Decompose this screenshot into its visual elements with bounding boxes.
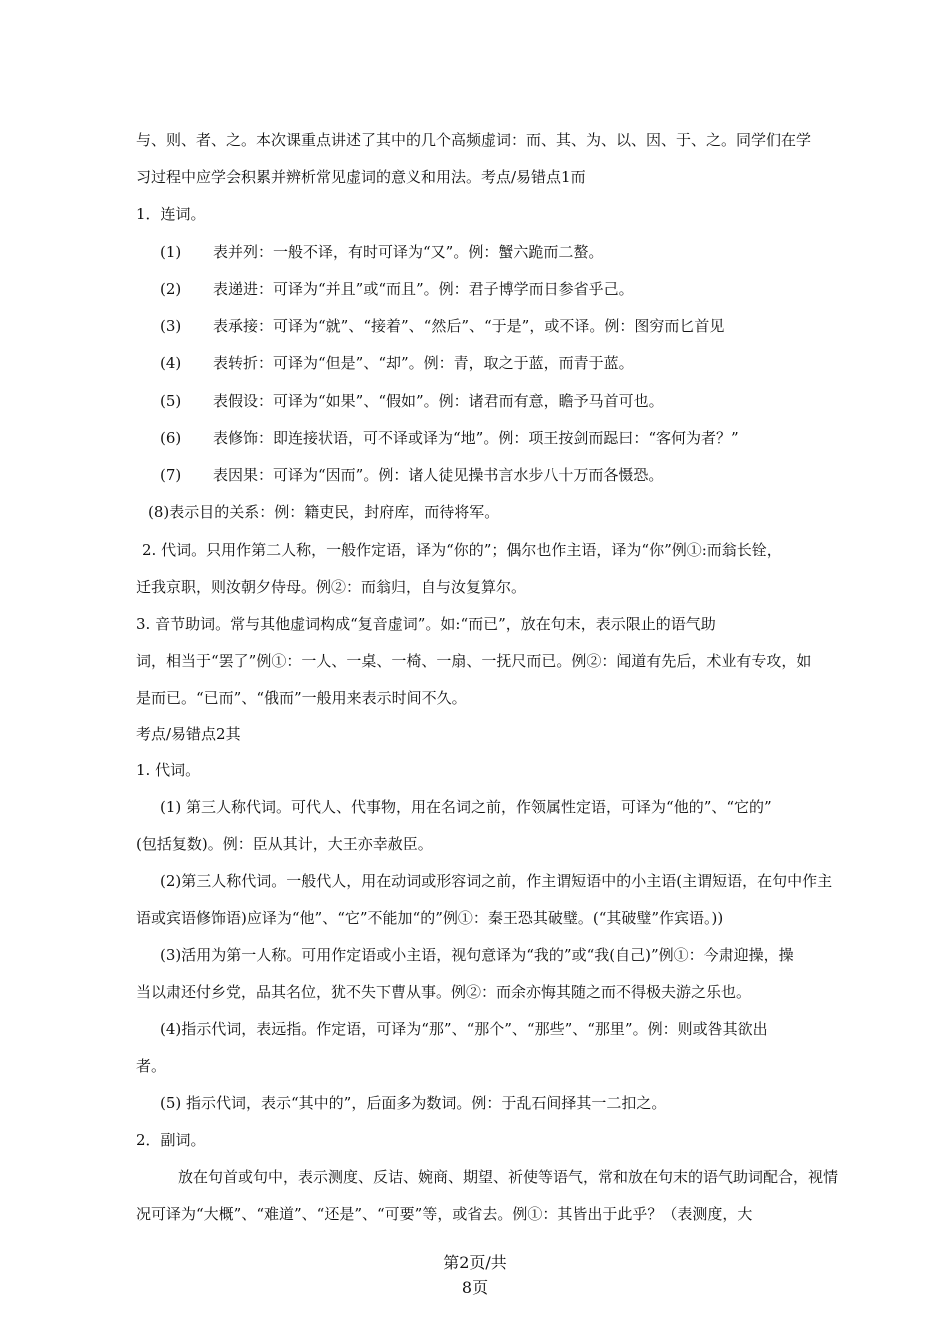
list-item: (3)活用为第一人称。可用作定语或小主语，视句意译为“我的”或“我(自己)”例①：今肃迎操，操 xyxy=(160,946,794,964)
text-line: 与、则、者、之。本次课重点讲述了其中的几个高频虚词：而、其、为、以、因、于、之。同学们在学 xyxy=(136,131,812,149)
list-number: (2) xyxy=(160,280,182,298)
text-line: 况可译为“大概”、“难道”、“还是”、“可要”等，或省去。例①：其皆出于此乎？（表测度，大 xyxy=(136,1205,753,1223)
text-line: 词，相当于“罢了”例①：一人、一桌、一椅、一扇、一抚尺而已。例②：闻道有先后，术业有专攻，如 xyxy=(136,652,812,670)
list-item: (4)指示代词，表远指。作定语，可译为“那”、“那个”、“那些”、“那里”。例：则或咎其欲出 xyxy=(160,1020,768,1038)
list-item: 表转折：可译为“但是”、“却”。例：青，取之于蓝，而青于蓝。 xyxy=(213,354,634,372)
text-line: 习过程中应学会积累并辨析常见虚词的意义和用法。考点/易错点1而 xyxy=(136,168,586,186)
list-item: (8)表示目的关系：例：籍吏民，封府库，而待将军。 xyxy=(148,503,500,521)
list-number: (4) xyxy=(160,354,182,372)
list-item: (1) 第三人称代词。可代人、代事物，用在名词之前，作领属性定语，可译为“他的”、“它的” xyxy=(160,798,772,816)
list-number: (5) xyxy=(160,392,182,410)
list-item: (2)第三人称代词。一般代人，用在动词或形容词之前，作主谓短语中的小主语(主谓短语，在句中作主 xyxy=(160,872,833,890)
section-heading: 2．副词。 xyxy=(136,1131,206,1149)
list-item: 表假设：可译为“如果”、“假如”。例：诸君而有意，瞻予马首可也。 xyxy=(213,392,664,410)
section-heading: 考点/易错点2其 xyxy=(136,725,241,743)
list-item: 表承接：可译为“就”、“接着”、“然后”、“于是”，或不译。例：图穷而匕首见 xyxy=(213,317,725,335)
text-line: 3. 音节助词。常与其他虚词构成“复音虚词”。如:“而已”，放在句末，表示限止的语气助 xyxy=(136,615,716,633)
page-number-line2: 8页 xyxy=(461,1278,489,1297)
list-number: (6) xyxy=(160,429,182,447)
text-line: 放在句首或句中，表示测度、反诘、婉商、期望、祈使等语气，常和放在句末的语气助词配合，视情 xyxy=(178,1168,839,1186)
text-line: 2. 代词。只用作第二人称，一般作定语，译为“你的”；偶尔也作主语，译为“你”例①:而翁长铨， xyxy=(142,541,782,559)
text-line: (包括复数)。例：臣从其计，大王亦幸赦臣。 xyxy=(136,835,433,853)
text-line: 当以肃还付乡党，品其名位，犹不失下曹从事。例②：而余亦悔其随之而不得极夫游之乐也。 xyxy=(136,983,752,1001)
list-number: (1) xyxy=(160,243,182,261)
section-heading: 1. 代词。 xyxy=(136,761,201,779)
list-item: 表递进：可译为“并且”或“而且”。例：君子博学而日参省乎己。 xyxy=(213,280,634,298)
list-number: (3) xyxy=(160,317,182,335)
list-number: (7) xyxy=(160,466,182,484)
list-item: 表修饰：即连接状语，可不译或译为“地”。例：项王按剑而跽曰：“客何为者？” xyxy=(213,429,739,447)
list-item: (5) 指示代词，表示“其中的”，后面多为数词。例：于乱石间择其一二扣之。 xyxy=(160,1094,667,1112)
text-line: 是而已。“已而”、“俄而”一般用来表示时间不久。 xyxy=(136,689,467,707)
list-item: 表因果：可译为“因而”。例：诸人徒见操书言水步八十万而各慑恐。 xyxy=(213,466,664,484)
text-line: 迁我京职，则汝朝夕侍母。例②：而翁归，自与汝复算尔。 xyxy=(136,578,527,596)
section-heading: 1．连词。 xyxy=(136,205,206,223)
list-item: 表并列：一般不译，有时可译为“又”。例：蟹六跪而二螯。 xyxy=(213,243,604,261)
page-number-line1: 第2页/共 xyxy=(443,1253,507,1272)
text-line: 语或宾语修饰语)应译为“他”、“它”不能加“的”例①：秦王恐其破璧。(“其破璧”作宾语。)) xyxy=(136,909,724,927)
text-line: 者。 xyxy=(136,1057,167,1075)
